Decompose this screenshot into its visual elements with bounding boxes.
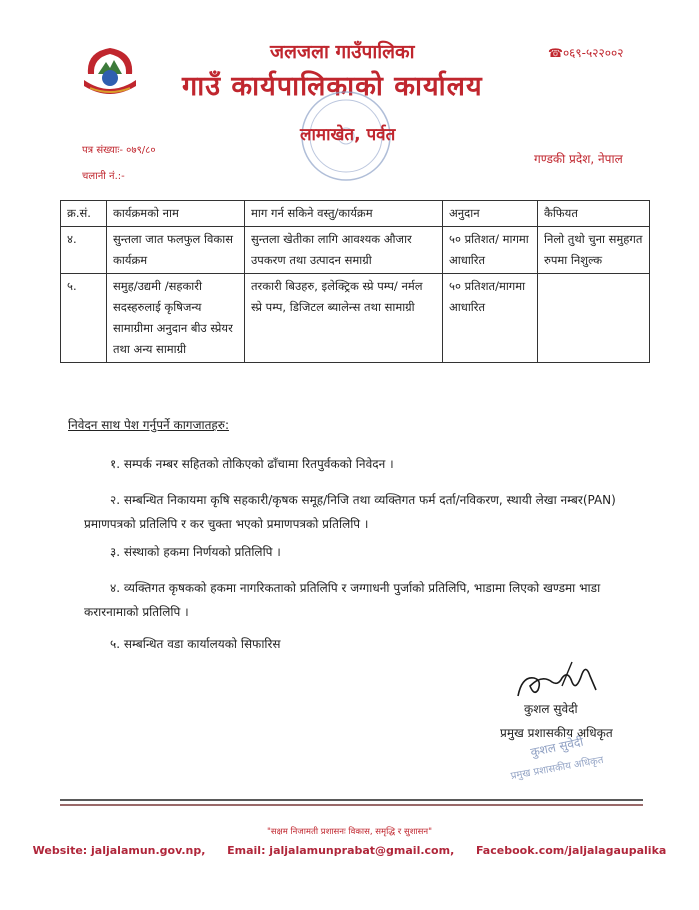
documents-heading: निवेदन साथ पेश गर्नुपर्ने कागजातहरु: bbox=[68, 418, 230, 432]
footer-motto: "सक्षम निजामती प्रशासनः विकास, समृद्धि र सुशासन" bbox=[266, 827, 433, 837]
cell-items: तरकारी बिउहरु, इलेक्ट्रिक स्प्रे पम्प/ नर्मल स्प्रे पम्प, डिजिटल ब्यालेन्स तथा सामाग्री bbox=[245, 274, 443, 363]
facebook-link[interactable]: Facebook.com/jaljalagaupalika bbox=[475, 844, 667, 857]
document-item: ५. सम्बन्धित वडा कार्यालयको सिफारिस bbox=[110, 637, 281, 651]
seal-title-stamp: प्रमुख प्रशासकीय अधिकृत bbox=[510, 754, 605, 783]
col-header-grant: अनुदान bbox=[443, 201, 538, 227]
phone-number: ☎०६९-५२२००२ bbox=[548, 46, 624, 60]
nepal-emblem-icon bbox=[80, 44, 140, 96]
municipality-name: जलजला गाउँपालिका bbox=[270, 41, 415, 63]
office-name: गाउँ कार्यपालिकाको कार्यालय bbox=[182, 71, 483, 102]
seal-name-stamp: कुशल सुवेदी bbox=[529, 734, 585, 760]
col-header-items: माग गर्न सकिने वस्तु/कार्यक्रम bbox=[245, 201, 443, 227]
website-link[interactable]: Website: jaljalamun.gov.np, bbox=[32, 844, 206, 857]
cell-grant: ५० प्रतिशत/ मागमा आधारित bbox=[443, 227, 538, 274]
cell-remarks: निलो तुथो चुना समुहगत रुपमा निशुल्क bbox=[538, 227, 650, 274]
cell-program: सुन्तला जात फलफुल विकास कार्यक्रम bbox=[107, 227, 245, 274]
col-header-sn: क्र.सं. bbox=[61, 201, 107, 227]
document-item: ४. व्यक्तिगत कृषकको हकमा नागरिकताको प्रतिलिपि र जग्गाधनी पुर्जाको प्रतिलिपि, भाडामा लिएको खण्डमा भाडा करारनामाको प्रतिलिपि । bbox=[84, 581, 601, 619]
province-name: गण्डकी प्रदेश, नेपाल bbox=[534, 152, 623, 166]
col-header-program: कार्यक्रमको नाम bbox=[107, 201, 245, 227]
document-item: २. सम्बन्धित निकायमा कृषि सहकारी/कृषक समूह/निजि तथा व्यक्तिगत फर्म दर्ता/नविकरण, स्थायी लेखा नम्बर(PAN) प्रमाणपत्रको प्रतिलिपि र कर चुक्ता भएको प्रमाणपत्रको प्रतिलिपि । bbox=[84, 493, 616, 531]
cell-sn: ५. bbox=[61, 274, 107, 363]
table-row bbox=[61, 227, 650, 274]
document-item: १. सम्पर्क नम्बर सहितको तोकिएको ढाँचामा रितपुर्वकको निवेदन । bbox=[110, 457, 394, 471]
email-link[interactable]: Email: jaljalamunprabat@gmail.com, bbox=[227, 844, 455, 857]
cell-grant: ५० प्रतिशत/मागमा आधारित bbox=[443, 274, 538, 363]
signer-name: कुशल सुवेदी bbox=[524, 702, 578, 716]
document-item: ३. संस्थाको हकमा निर्णयको प्रतिलिपि । bbox=[110, 545, 281, 559]
col-header-remarks: कैफियत bbox=[538, 201, 650, 227]
table-row bbox=[61, 274, 650, 363]
footer-divider bbox=[60, 804, 643, 806]
dispatch-number: चलानी नं.:- bbox=[82, 171, 125, 182]
office-address: लामाखेत, पर्वत bbox=[300, 125, 396, 145]
cell-sn: ४. bbox=[61, 227, 107, 274]
program-table bbox=[60, 200, 650, 363]
cell-items: सुन्तला खेतीका लागि आवश्यक औजार उपकरण तथा उत्पादन समाग्री bbox=[245, 227, 443, 274]
signer-title: प्रमुख प्रशासकीय अधिकृत bbox=[500, 726, 613, 740]
footer-divider bbox=[60, 799, 643, 801]
letter-number: पत्र संख्याः- ०७९/८० bbox=[82, 145, 156, 156]
signature-icon bbox=[512, 656, 602, 704]
table-header-row bbox=[61, 201, 650, 227]
cell-remarks bbox=[538, 274, 650, 363]
cell-program: समुह/उद्यमी /सहकारी सदस्हरुलाई कृषिजन्य सामाग्रीमा अनुदान बीउ स्प्रेयर तथा अन्य सामाग्री bbox=[107, 274, 245, 363]
footer-contact bbox=[0, 844, 699, 857]
